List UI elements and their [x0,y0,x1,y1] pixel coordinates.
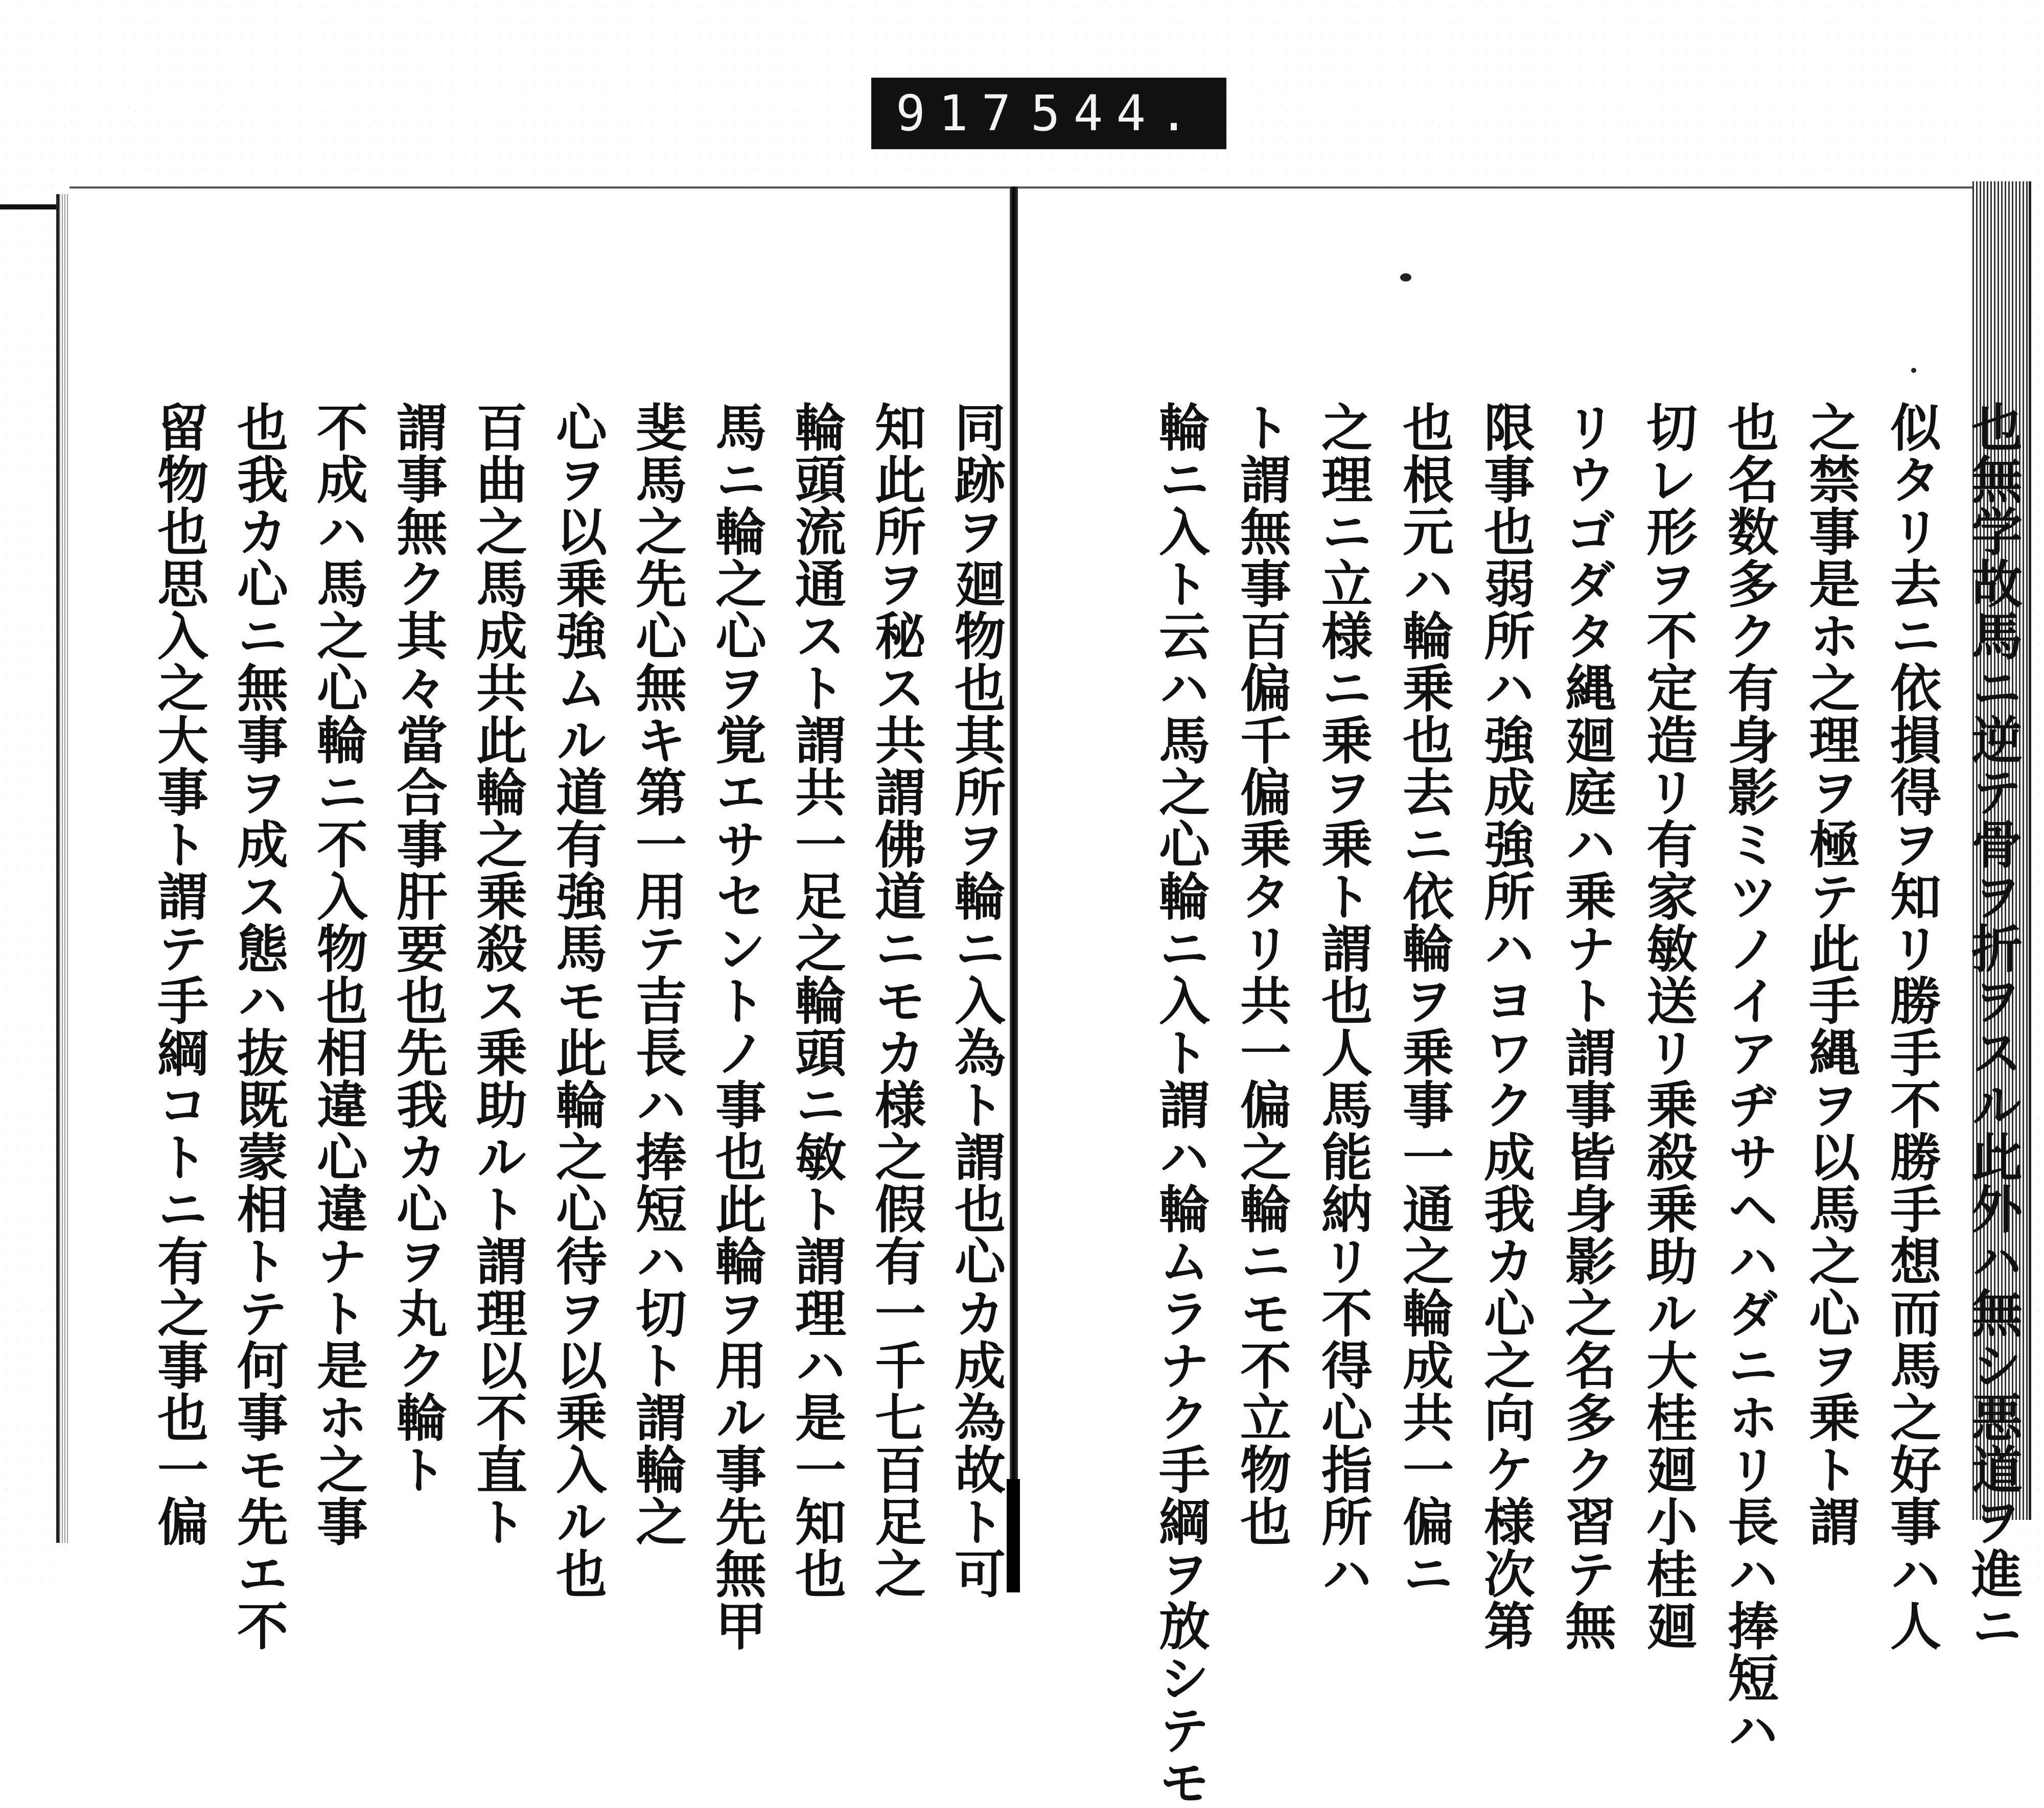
text-column: 切レ形ヲ不定造リ有家敏送リ乗殺乗助ル大桂廻小桂廻 [1638,401,1698,1652]
left-page-text [143,401,1006,1652]
text-column: 馬ニ輪之心ヲ覚エサセントノ事也此輪ヲ用ル事先無甲 [707,401,767,1652]
text-column: 心ヲ以乗強ムル道有強馬モ此輪之心待ヲ以乗入ル也 [547,401,608,1600]
archive-number-label [871,78,1226,149]
archive-number-left: 917 [896,85,1025,142]
open-book [56,186,2044,1808]
text-column: リウゴダタ縄廻庭ハ乗ナト謂事皆身影之名多ク習テ無 [1557,401,1617,1652]
text-column: 不成ハ馬之心輪ニ不入物也相違心違ナト是ホ之事 [308,401,368,1547]
text-column: 知此所ヲ秘ス共謂佛道ニモカ様之假有一千七百足之 [866,401,926,1600]
text-column: 之禁事是ホ之理ヲ極テ此手縄ヲ以馬之心ヲ乗ト謂 [1800,401,1861,1547]
text-column: 限事也弱所ハ強成強所ハヨワク成我カ心之向ケ様次第 [1475,401,1536,1652]
archive-number-right: 544. [1030,85,1202,142]
text-column: 也無学故馬ニ逆テ骨ヲ折ヲスル此外ハ無シ悪道ヲ進ニ [1963,401,2023,1652]
text-column: 輪ニ入ト云ハ馬之心輪ニ入ト謂ハ輪ムラナク手綱ヲ放シテモ [1150,401,1211,1808]
text-column: 百曲之馬成共此輪之乗殺ス乗助ルト謂理以不直ト [468,401,528,1547]
text-column: 也根元ハ輪乗也去ニ依輪ヲ乗事一通之輪成共一偏ニ [1394,401,1454,1600]
text-column: 同跡ヲ廻物也其所ヲ輪ニ入為ト謂也心カ成為故ト可 [946,401,1006,1600]
ink-speck [1911,368,1916,373]
spine-shadow [1007,1479,1020,1592]
text-column: 謂事無ク其々當合事肝要也先我カ心ヲ丸ク輪ト [388,401,448,1495]
text-column: 也我カ心ニ無事ヲ成ス態ハ抜既蒙相トテ何事モ先エ不 [228,401,289,1652]
text-column: 似タリ去ニ依損得ヲ知リ勝手不勝手想而馬之好事ハ人 [1882,401,1942,1652]
text-column: 也名数多ク有身影ミツノイアヂサヘハダニホリ長ハ捧短ハ [1719,401,1779,1756]
text-column: 留物也思入之大事ト謂テ手綱コトニ有之事也一偏 [149,401,209,1547]
text-column: 斐馬之先心無キ第一用テ吉長ハ捧短ハ切ト謂輪之 [627,401,687,1547]
right-page-text [1145,401,2023,1808]
book-spine [1010,186,1018,1592]
text-column: 輪頭流通スト謂共一足之輪頭ニ敏ト謂理ハ是一知也 [786,401,847,1600]
text-column: ト謂無事百偏千偏乗タリ共一偏之輪ニモ不立物也 [1232,401,1292,1547]
ink-speck [1400,273,1411,281]
text-column: 之理ニ立様ニ乗ヲ乗ト謂也人馬能納リ不得心指所ハ [1313,401,1373,1600]
